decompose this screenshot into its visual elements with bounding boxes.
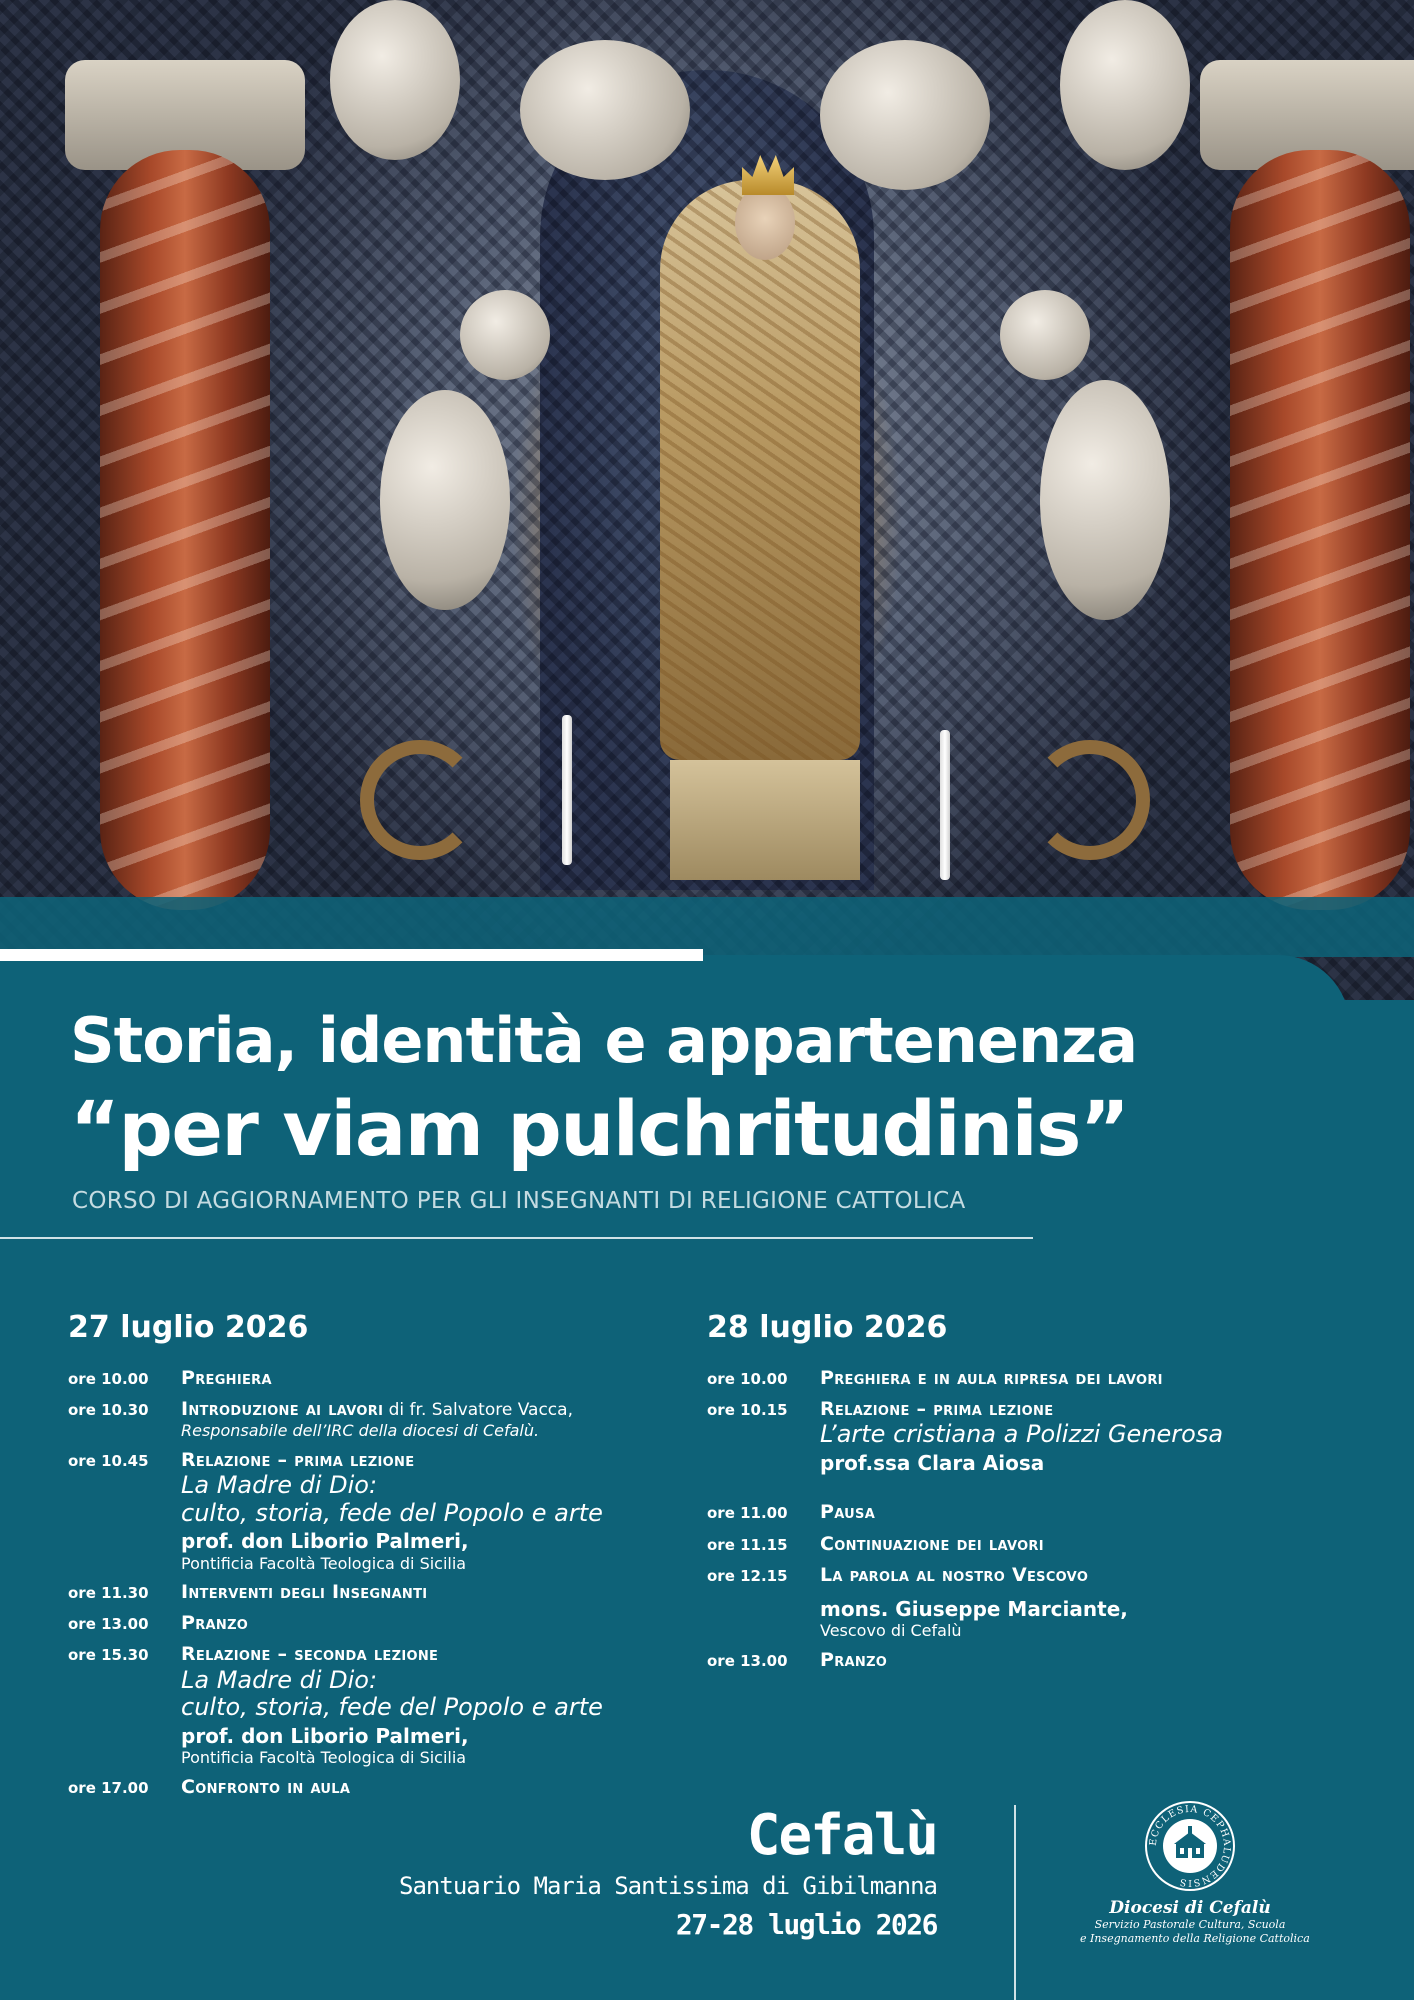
speaker-affiliation: Pontificia Facoltà Teologica di Sicilia — [181, 1748, 467, 1768]
lecture-title-line-2: culto, storia, fede del Popolo e arte — [181, 1693, 603, 1722]
item-title: Continuazione dei lavori — [820, 1532, 1044, 1555]
program-day-1 — [68, 1310, 668, 1807]
day-date: 28 luglio 2026 — [707, 1310, 948, 1345]
subtitle: CORSO DI AGGIORNAMENTO PER GLI INSEGNANTI DI RELIGIONE CATTOLICA — [72, 1188, 966, 1214]
item-title: Interventi degli Insegnanti — [181, 1581, 428, 1604]
program-item — [707, 1564, 1307, 1641]
putto-figure — [520, 40, 690, 180]
item-time: ore 11.00 — [707, 1504, 788, 1523]
item-time: ore 10.00 — [68, 1370, 149, 1388]
day-date: 27 luglio 2026 — [68, 1310, 309, 1345]
madonna-statue — [660, 180, 860, 760]
speaker-name: prof. don Liborio Palmeri, — [181, 1723, 469, 1748]
candle — [562, 715, 572, 865]
venue-block — [237, 1803, 937, 1941]
accent-bar — [0, 949, 703, 961]
item-time: ore 10.45 — [68, 1451, 149, 1470]
candle — [940, 730, 950, 880]
speaker-name: prof.ssa Clara Aiosa — [820, 1450, 1045, 1475]
marble-column-left — [100, 150, 270, 910]
speaker-affiliation: Pontificia Facoltà Teologica di Sicilia — [181, 1553, 467, 1573]
item-time: ore 10.00 — [707, 1370, 788, 1388]
program-day-2 — [707, 1310, 1307, 1680]
program-item — [707, 1501, 1307, 1524]
putto-figure — [820, 40, 990, 190]
angel-figure-right — [1040, 380, 1170, 620]
title-line-2: “per viam pulchritudinis” — [70, 1084, 1129, 1173]
item-title: La parola al nostro Vescovo — [820, 1563, 1089, 1586]
speaker-name: prof. don Liborio Palmeri, — [181, 1529, 469, 1554]
item-title: Preghiera — [181, 1367, 272, 1389]
item-time: ore 10.15 — [707, 1401, 788, 1420]
venue-city: Cefalù — [746, 1803, 937, 1868]
lecture-title-line-1: La Madre di Dio: — [181, 1665, 378, 1694]
program-item — [707, 1367, 1307, 1390]
program-item — [68, 1581, 668, 1604]
item-title: Relazione – prima lezione — [820, 1398, 1054, 1421]
lecture-title: L’arte cristiana a Polizzi Generosa — [820, 1420, 1224, 1449]
program-item — [68, 1776, 668, 1799]
venue-dates: 27-28 luglio 2026 — [675, 1908, 937, 1941]
diocese-seal-icon — [1144, 1800, 1236, 1892]
item-time: ore 13.00 — [707, 1651, 788, 1670]
putto-figure — [330, 0, 460, 160]
item-title: Pranzo — [181, 1612, 249, 1635]
item-title: Pausa — [820, 1501, 876, 1524]
venue-place: Santuario Maria Santissima di Gibilmanna — [399, 1872, 937, 1900]
gilded-scroll — [360, 740, 480, 860]
item-title: Confronto in aula — [181, 1775, 351, 1798]
angel-figure-left — [380, 390, 510, 610]
program-item — [68, 1398, 668, 1441]
cherub-head — [1000, 290, 1090, 380]
item-time: ore 12.15 — [707, 1566, 788, 1585]
program-item — [707, 1398, 1307, 1475]
item-time: ore 13.00 — [68, 1615, 149, 1634]
item-title: Relazione – prima lezione — [181, 1448, 415, 1471]
item-time: ore 17.00 — [68, 1778, 149, 1797]
item-time: ore 15.30 — [68, 1646, 149, 1665]
statue-pedestal — [670, 760, 860, 880]
program-item — [707, 1533, 1307, 1556]
divider — [0, 1237, 1033, 1239]
spacer — [707, 1483, 1307, 1501]
madonna-head — [735, 185, 795, 260]
vertical-divider — [1014, 1805, 1016, 2000]
program-item — [68, 1367, 668, 1390]
item-time: ore 11.30 — [68, 1584, 149, 1603]
putto-figure — [1060, 0, 1190, 170]
item-title: Pranzo — [820, 1648, 888, 1671]
marble-column-right — [1230, 150, 1410, 910]
item-presenter: di fr. Salvatore Vacca, — [383, 1400, 573, 1421]
lecture-title-line-2: culto, storia, fede del Popolo e arte — [181, 1498, 603, 1527]
item-title: Relazione – seconda lezione — [181, 1643, 439, 1666]
program-item — [707, 1649, 1307, 1672]
seal-text: ECCLESIA CEPHALUDENSIS — [1147, 1803, 1233, 1889]
program-item — [68, 1643, 668, 1767]
diocese-logo — [1080, 1800, 1310, 1947]
speaker-affiliation: Vescovo di Cefalù — [820, 1621, 962, 1641]
item-title: Preghiera e in aula ripresa dei lavori — [820, 1367, 1163, 1389]
speaker-name: mons. Giuseppe Marciante, — [820, 1596, 1128, 1621]
item-note: Responsabile dell’IRC della diocesi di Cefalù. — [181, 1421, 540, 1441]
item-time: ore 11.15 — [707, 1535, 788, 1554]
diocese-office-line-1: Servizio Pastorale Cultura, Scuola — [1094, 1918, 1286, 1931]
gilded-scroll — [1030, 740, 1150, 860]
item-time: ore 10.30 — [68, 1401, 149, 1420]
lecture-title-line-1: La Madre di Dio: — [181, 1471, 378, 1500]
diocese-office-line-2: e Insegnamento della Religione Cattolica — [1080, 1932, 1310, 1946]
title-line-1: Storia, identità e appartenenza — [70, 1004, 1138, 1077]
program-item — [68, 1449, 668, 1573]
cherub-head — [460, 290, 550, 380]
panel-strip — [0, 897, 1414, 957]
item-title: Introduzione ai lavori — [181, 1398, 384, 1421]
diocese-name: Diocesi di Cefalù — [1109, 1898, 1271, 1918]
program-item — [68, 1612, 668, 1635]
